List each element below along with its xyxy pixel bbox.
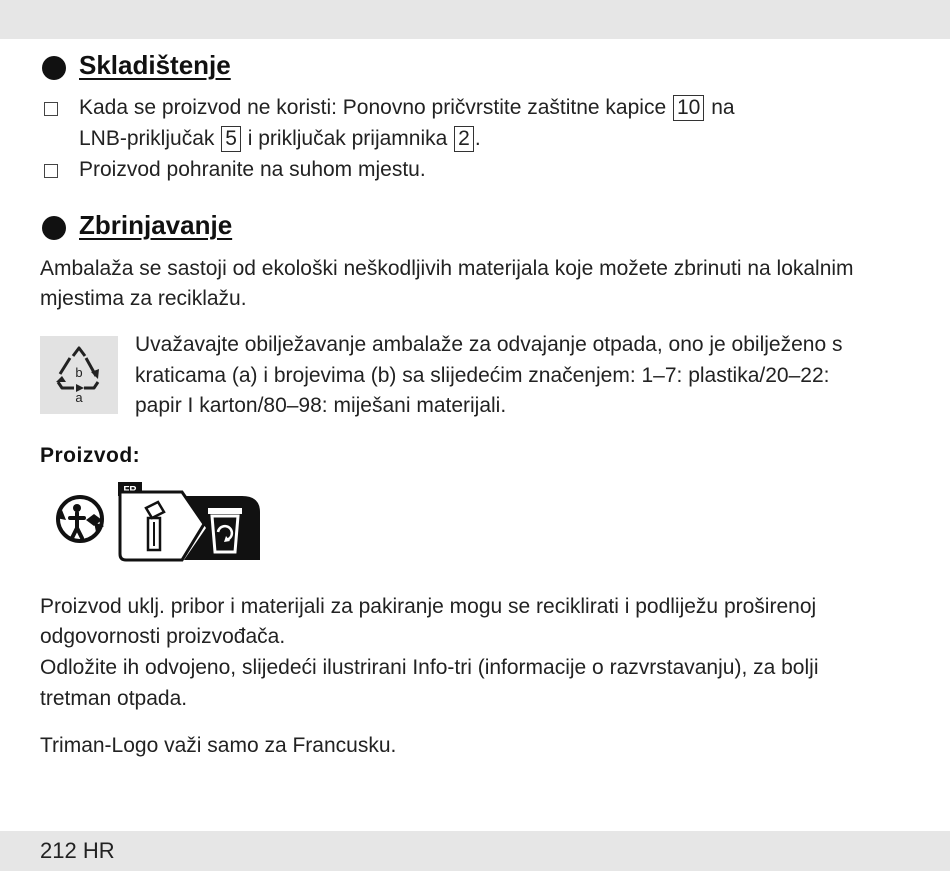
storage-item-1-text: Kada se proizvod ne koristi: Ponovno pričvrstite zaštitne kapice xyxy=(79,96,667,119)
bottom-band xyxy=(0,831,950,871)
triman-icon xyxy=(50,480,262,564)
section-bullet-dot xyxy=(42,216,66,240)
recycle-label-b: b xyxy=(75,365,83,380)
storage-heading: Skladištenje xyxy=(79,50,231,80)
storage-item-1-line-2 xyxy=(79,124,481,154)
recycle-label-a: a xyxy=(75,390,83,405)
part-ref-2: 2 xyxy=(454,126,474,152)
marking-note-line-2: kraticama (a) i brojevima (b) sa slijedećim značenjem: 1–7: plastika/20–22: xyxy=(135,364,830,387)
disposal-intro-line-1: Ambalaža se sastoji od ekološki neškodljivih materijala koje možete zbrinuti na lokalnim xyxy=(40,257,854,280)
storage-item-1-after: na xyxy=(711,96,735,119)
lnb-label: LNB-priključak xyxy=(79,127,215,150)
product-text-line-2: odgovornosti proizvođača. xyxy=(40,625,286,648)
product-text-line-4: tretman otpada. xyxy=(40,687,188,710)
top-band xyxy=(0,0,950,39)
checkbox-icon xyxy=(44,164,58,178)
storage-item-1-line-1 xyxy=(79,93,735,123)
disposal-intro-line-2: mjestima za reciklažu. xyxy=(40,287,247,310)
product-text-line-3: Odložite ih odvojeno, slijedeći ilustrirani Info-tri (informacije o razvrstavanju), za bolji xyxy=(40,656,819,679)
part-ref-10: 10 xyxy=(673,95,704,121)
marking-note-line-3: papir I karton/80–98: miješani materijali. xyxy=(135,394,507,417)
disposal-heading: Zbrinjavanje xyxy=(79,210,233,240)
section-bullet-dot xyxy=(42,56,66,80)
product-text-line-1: Proizvod uklj. pribor i materijali za pakiranje mogu se reciklirati i podliježu proširenoj xyxy=(40,595,817,618)
triman-logo xyxy=(50,480,262,564)
checkbox-icon xyxy=(44,102,58,116)
storage-item-2: Proizvod pohranite na suhom mjestu. xyxy=(79,158,426,181)
recycling-symbol xyxy=(40,336,118,414)
triman-note: Triman-Logo važi samo za Francusku. xyxy=(40,734,397,757)
line-end-period: . xyxy=(474,127,481,150)
marking-note-line-1: Uvažavajte obilježavanje ambalaže za odvajanje otpada, ono je obilježeno s xyxy=(135,333,843,356)
part-ref-5: 5 xyxy=(221,126,241,152)
product-subheading: Proizvod: xyxy=(40,444,141,467)
page-number: 212 HR xyxy=(40,838,115,863)
receiver-label: i priključak prijamnika xyxy=(247,127,448,150)
recycle-icon xyxy=(40,336,118,414)
